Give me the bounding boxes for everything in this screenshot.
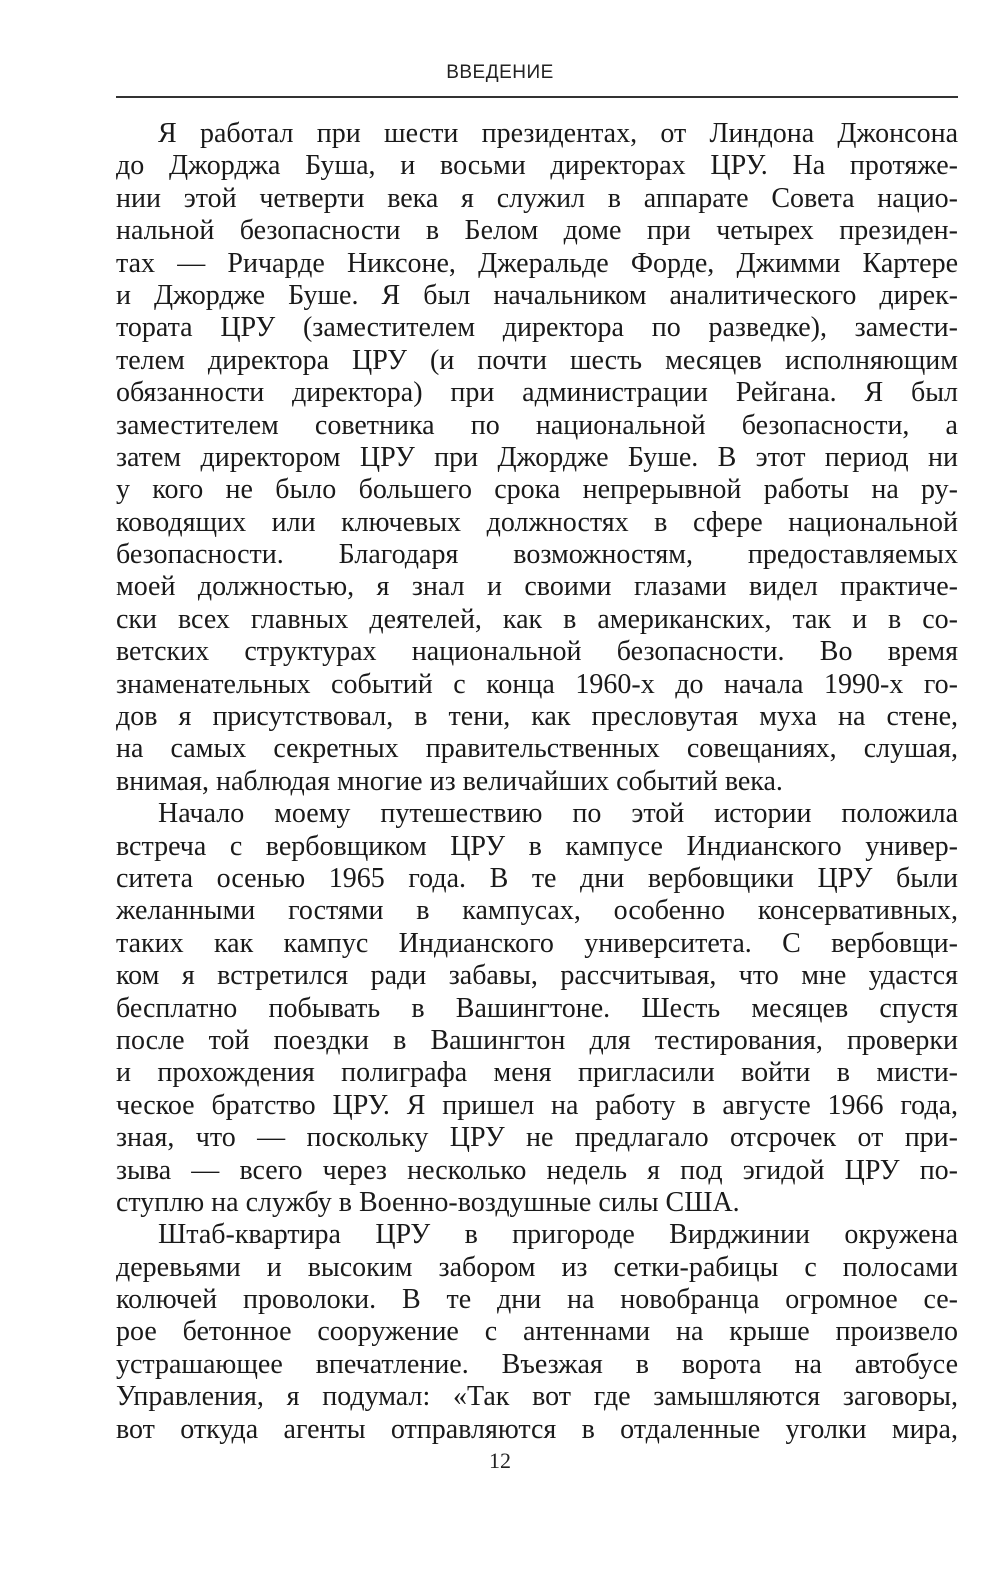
text-line: и Джордже Буше. Я был начальником аналитического дирек-: [116, 279, 958, 311]
text-line: желанными гостями в кампусах, особенно консервативных,: [116, 895, 958, 927]
paragraph: [116, 798, 958, 1219]
text-line: после той поездки в Вашингтон для тестирования, проверки: [116, 1024, 958, 1056]
text-line: Начало моему путешествию по этой истории положила: [158, 798, 958, 830]
text-line: телем директора ЦРУ (и почти шесть месяцев исполняющим: [116, 344, 958, 376]
text-line: зыва — всего через несколько недель я под эгидой ЦРУ по-: [116, 1154, 958, 1186]
text-line: ветских структурах национальной безопасности. Во время: [116, 636, 958, 668]
text-line: затем директором ЦРУ при Джордже Буше. В этот период ни: [116, 441, 958, 473]
text-line: ступлю на службу в Военно-воздушные силы США.: [116, 1186, 740, 1218]
text-line: ководящих или ключевых должностях в сфере национальной: [116, 506, 958, 538]
text-line: тората ЦРУ (заместителем директора по разведке), замести-: [116, 312, 958, 344]
text-line: дов я присутствовал, в тени, как пресловутая муха на стене,: [116, 701, 958, 733]
text-line: ком я встретился ради забавы, рассчитывая, что мне удастся: [116, 960, 958, 992]
text-line: нии этой четверти века я служил в аппарате Совета нацио-: [116, 182, 958, 214]
paragraph: [116, 118, 958, 798]
text-line: ски всех главных деятелей, как в американских, так и в со-: [116, 603, 958, 635]
text-line: безопасности. Благодаря возможностям, предоставляемых: [116, 539, 958, 571]
text-line: Штаб-квартира ЦРУ в пригороде Вирджинии окружена: [158, 1219, 958, 1251]
text-line: на самых секретных правительственных совещаниях, слушая,: [116, 733, 958, 765]
text-line: колючей проволоки. В те дни на новобранца огромное се-: [116, 1284, 958, 1316]
text-line: нальной безопасности в Белом доме при четырех президен-: [116, 215, 958, 247]
header-rule: [116, 96, 958, 98]
text-line: тах — Ричарде Никсоне, Джеральде Форде, Джимми Картере: [116, 247, 958, 279]
text-line: рое бетонное сооружение с антеннами на крыше произвело: [116, 1316, 958, 1348]
text-line: у кого не было большего срока непрерывной работы на ру-: [116, 474, 958, 506]
text-line: заместителем советника по национальной безопасности, а: [116, 409, 958, 441]
text-line: обязанности директора) при администрации Рейгана. Я был: [116, 377, 958, 409]
text-line: бесплатно побывать в Вашингтоне. Шесть месяцев спустя: [116, 992, 958, 1024]
text-line: устрашающее впечатление. Въезжая в ворота на автобусе: [116, 1348, 958, 1380]
running-head: ВВЕДЕНИЕ: [446, 62, 554, 83]
text-line: и прохождения полиграфа меня пригласили войти в мисти-: [116, 1057, 958, 1089]
text-line: ситета осенью 1965 года. В те дни вербовщики ЦРУ были: [116, 862, 958, 894]
text-line: до Джорджа Буша, и восьми директорах ЦРУ. На протяже-: [116, 150, 958, 182]
text-line: зная, что — поскольку ЦРУ не предлагало отсрочек от при-: [116, 1122, 958, 1154]
page-number: 12: [489, 1448, 511, 1473]
text-line: встреча с вербовщиком ЦРУ в кампусе Индианского универ-: [116, 830, 958, 862]
text-line: моей должностью, я знал и своими глазами видел практиче-: [116, 571, 958, 603]
text-line: вот откуда агенты отправляются в отдаленные уголки мира,: [116, 1413, 958, 1445]
text-line: знаменательных событий с конца 1960-х до начала 1990-х го-: [116, 668, 958, 700]
text-line: Я работал при шести президентах, от Линдона Джонсона: [158, 118, 958, 149]
text-line: внимая, наблюдая многие из величайших событий века.: [116, 765, 783, 797]
text-line: Управления, я подумал: «Так вот где замышляются заговоры,: [116, 1381, 958, 1413]
body-text: [116, 118, 958, 1446]
text-line: таких как кампус Индианского университета. С вербовщи-: [116, 927, 958, 959]
text-line: ческое братство ЦРУ. Я пришел на работу в августе 1966 года,: [116, 1089, 958, 1121]
text-line: деревьями и высоким забором из сетки-рабицы с полосами: [116, 1251, 958, 1283]
paragraph: [116, 1219, 958, 1446]
